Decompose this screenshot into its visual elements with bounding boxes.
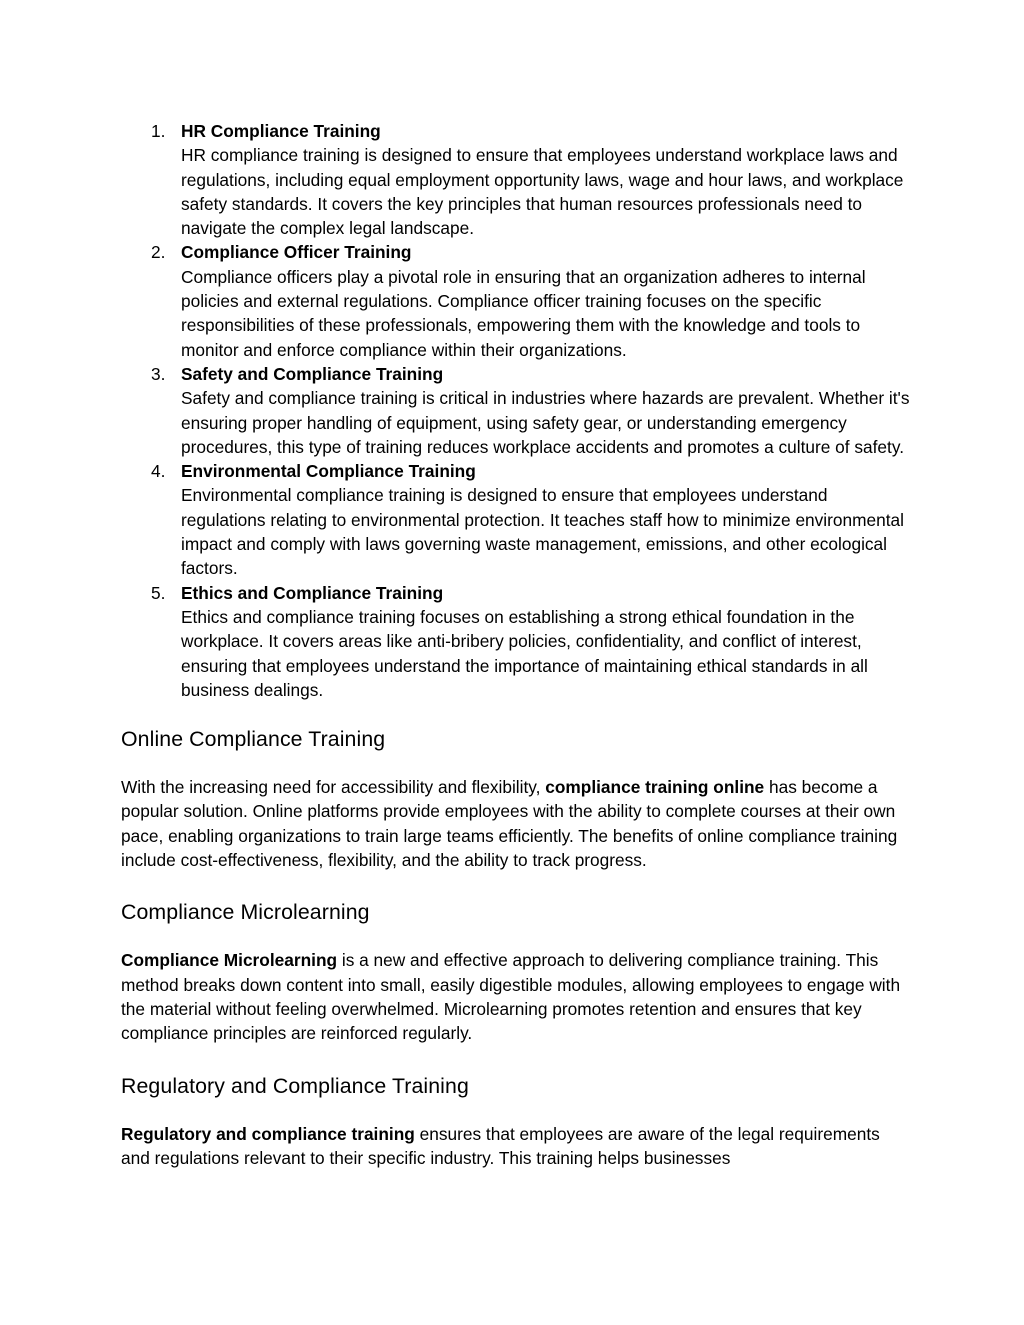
list-item-body: Compliance officers play a pivotal role in ensuring that an organization adheres to internal policies and external regulations. Compliance officer training focuses on the specific responsibilities of these professionals, empowering them with the knowledge and tools to monitor and enforce compliance within their organizations.: [181, 266, 866, 360]
list-item-number: 1.: [151, 121, 166, 141]
list-item-title: HR Compliance Training: [181, 121, 381, 141]
regulatory-heading: Regulatory and Compliance Training: [121, 1073, 469, 1098]
list-item-body: Safety and compliance training is critical in industries where hazards are prevalent. Whether it's ensuring proper handling of equipment, using safety gear, or understanding emergency procedures, this type of training reduces workplace accidents and promotes a culture of safety.: [181, 388, 910, 457]
list-item: [121, 119, 911, 240]
list-item-number: 3.: [151, 363, 166, 384]
list-item: [121, 362, 911, 459]
list-item-body: HR compliance training is designed to ensure that employees understand workplace laws and regulations, including equal employment opportunity laws, wage and hour laws, and workplace safety standards. It covers the key principles that human resources professionals need to navigate the complex legal landscape.: [181, 145, 904, 239]
list-item-number: 4.: [151, 461, 166, 482]
microlearning-bold-term: Compliance Microlearning: [121, 950, 338, 971]
list-item: [121, 240, 911, 361]
list-item-title: Compliance Officer Training: [181, 242, 412, 263]
list-item-title: Ethics and Compliance Training: [181, 582, 444, 603]
list-item-number: 2.: [151, 242, 166, 263]
online-training-paragraph: [121, 775, 911, 872]
regulatory-text: ensures that employees are aware of the legal requirements and regulations relevant to their specific industry. This training helps businesses: [121, 1123, 880, 1168]
online-training-heading: Online Compliance Training: [121, 727, 386, 752]
document-page: [121, 119, 911, 1170]
microlearning-text: is a new and effective approach to delivering compliance training. This method breaks down content into small, easily digestible modules, allowing employees to engage with the material without feeling overwhelmed. Microlearning promotes retention and ensures that key compliance principles are reinforced regularly.: [121, 950, 901, 1044]
regulatory-bold-term: Regulatory and compliance training: [121, 1123, 415, 1144]
microlearning-heading: Compliance Microlearning: [121, 900, 370, 925]
list-item: [121, 459, 911, 580]
list-item-body: Ethics and compliance training focuses on establishing a strong ethical foundation in the workplace. It covers areas like anti-bribery policies, confidentiality, and conflict of interest, ensuring that employees understand the importance of maintaining ethical standards in all business dealings.: [181, 606, 868, 700]
list-item-number: 5.: [151, 582, 166, 603]
regulatory-paragraph: [121, 1122, 911, 1171]
online-training-bold-term: compliance training online: [545, 777, 765, 798]
list-item-body: Environmental compliance training is designed to ensure that employees understand regulations relating to environmental protection. It teaches staff how to minimize environmental impact and comply with laws governing waste management, emissions, and other ecological factors.: [181, 485, 904, 579]
training-types-list: [121, 119, 911, 702]
online-training-text-start: With the increasing need for accessibility and flexibility,: [121, 777, 546, 798]
microlearning-paragraph: [121, 948, 911, 1045]
list-item: [121, 581, 911, 702]
list-item-title: Safety and Compliance Training: [181, 363, 444, 384]
online-training-text-end: has become a popular solution. Online platforms provide employees with the ability to complete courses at their own pace, enabling organizations to train large teams efficiently. The benefits of online compliance training include cost-effectiveness, flexibility, and the ability to track progress.: [121, 777, 898, 871]
list-item-title: Environmental Compliance Training: [181, 461, 476, 482]
